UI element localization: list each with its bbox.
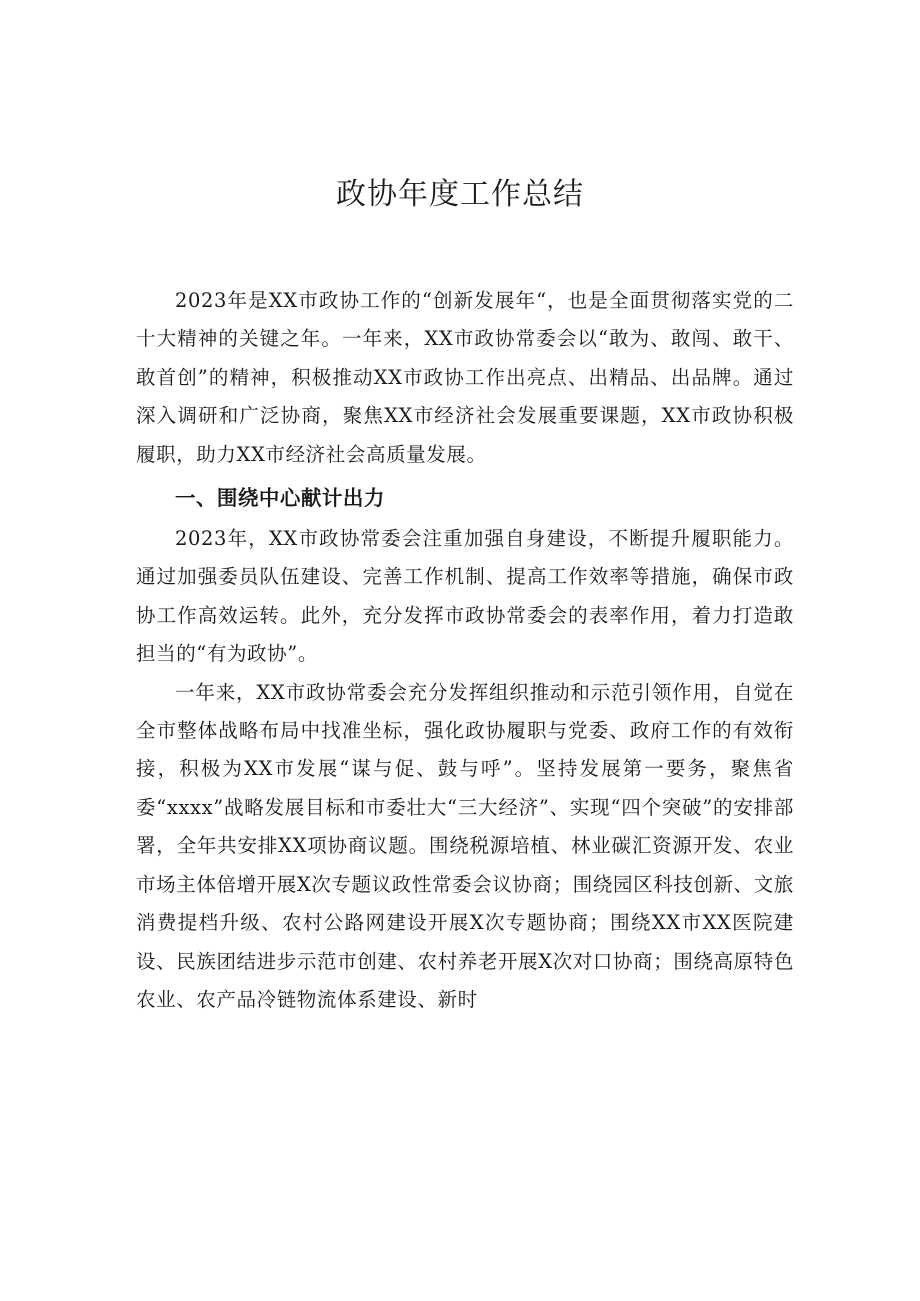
section1-paragraph-1: 2023年，XX市政协常委会注重加强自身建设，不断提升履职能力。通过加强委员队伍建设、完善工作机制、提高工作效率等措施，确保市政协工作高效运转。此外，充分发挥市政协常委会的表率作用，着力打造敢担当的“有为政协”。 [136,527,794,666]
section1-paragraph-2: 一年来，XX市政协常委会充分发挥组织推动和示范引领作用，自觉在全市整体战略布局中找准坐标，强化政协履职与党委、政府工作的有效衔接，积极为XX市发展“谋与促、鼓与呼”。坚持发展第一要务，聚焦省委“xxxx”战略发展目标和市委壮大“三大经济”、实现“四个突破”的安排部署，全年共安排XX项协商议题。围绕税源培植、林业碳汇资源开发、农业市场主体倍增开展X次专题议政性常委会议协商；围绕园区科技创新、文旅消费提档升级、农村公路网建设开展X次专题协商；围绕XX市XX医院建设、民族团结进步示范市创建、农村养老开展X次对口协商；围绕高原特色农业、农产品冷链物流体系建设、新时 [136,680,794,1011]
document-title: 政协年度工作总结 [336,177,584,212]
intro-paragraph: 2023年是XX市政协工作的“创新发展年“，也是全面贯彻落实党的二十大精神的关键之年。一年来，XX市政协常委会以“敢为、敢闯、敢干、敢首创”的精神，积极推动XX市政协工作出亮点、出精品、出品牌。通过深入调研和广泛协商，聚焦XX市经济社会发展重要课题，XX市政协积极履职，助力XX市经济社会高质量发展。 [136,289,794,466]
document-body [136,282,794,1019]
section-heading-1: 一、围绕中心献计出力 [174,486,385,511]
